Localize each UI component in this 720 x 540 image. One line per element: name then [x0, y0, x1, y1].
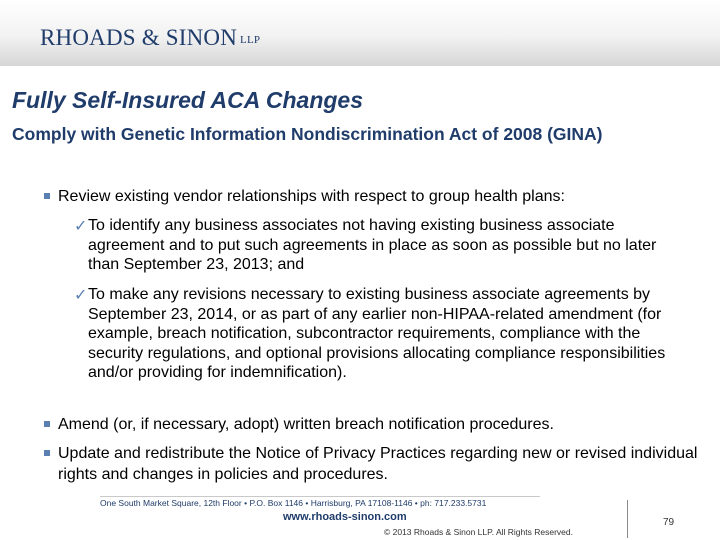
- logo-suffix: LLP: [240, 34, 261, 46]
- firm-logo: [40, 25, 260, 51]
- footer-website: www.rhoads-sinon.com: [283, 511, 407, 523]
- footer-divider: [627, 500, 628, 538]
- bullet-square-icon: [44, 450, 50, 456]
- bullet-item: [58, 414, 698, 435]
- bullet-square-icon: [44, 193, 50, 199]
- bullet-square-icon: [44, 421, 50, 427]
- sub-bullet-item: [74, 216, 678, 275]
- sub-bullet-text: To identify any business associates not having existing business associate agreement and to put such agreements in place as soon as possible but no later than September 23, 2013; and: [88, 217, 657, 273]
- copyright-notice: © 2013 Rhoads & Sinon LLP. All Rights Reserved.: [384, 527, 573, 537]
- checkmark-icon: ✓: [74, 216, 88, 235]
- sub-bullet-text: To make any revisions necessary to existing business associate agreements by September 23, 2014, or as part of any earlier non-HIPAA-related amendment (for example, breach notification, subcontractor requirements, compliance with the security regulations, and optional provisions allocating compliance responsibilities and/or providing for indemnification).: [88, 286, 666, 381]
- checkmark-icon: ✓: [74, 285, 88, 304]
- page-number: 79: [663, 517, 675, 528]
- slide-subtitle: Comply with Genetic Information Nondiscrimination Act of 2008 (GINA): [12, 124, 603, 144]
- sub-bullet-item: [74, 285, 678, 383]
- logo-text: RHOADS & SINON: [40, 25, 238, 50]
- bullet-text: Amend (or, if necessary, adopt) written breach notification procedures.: [58, 416, 554, 433]
- slide-title: Fully Self-Insured ACA Changes: [12, 87, 364, 113]
- bullet-item: [58, 186, 698, 207]
- bullet-text: Update and redistribute the Notice of Privacy Practices regarding new or revised individual rights and changes in policies and procedures.: [58, 445, 698, 483]
- bullet-text: Review existing vendor relationships with respect to group health plans:: [58, 188, 565, 205]
- footer-address: One South Market Square, 12th Floor • P.O. Box 1146 • Harrisburg, PA 17108-1146 • ph: 717.233.5731: [100, 496, 540, 512]
- bullet-item: [58, 443, 698, 485]
